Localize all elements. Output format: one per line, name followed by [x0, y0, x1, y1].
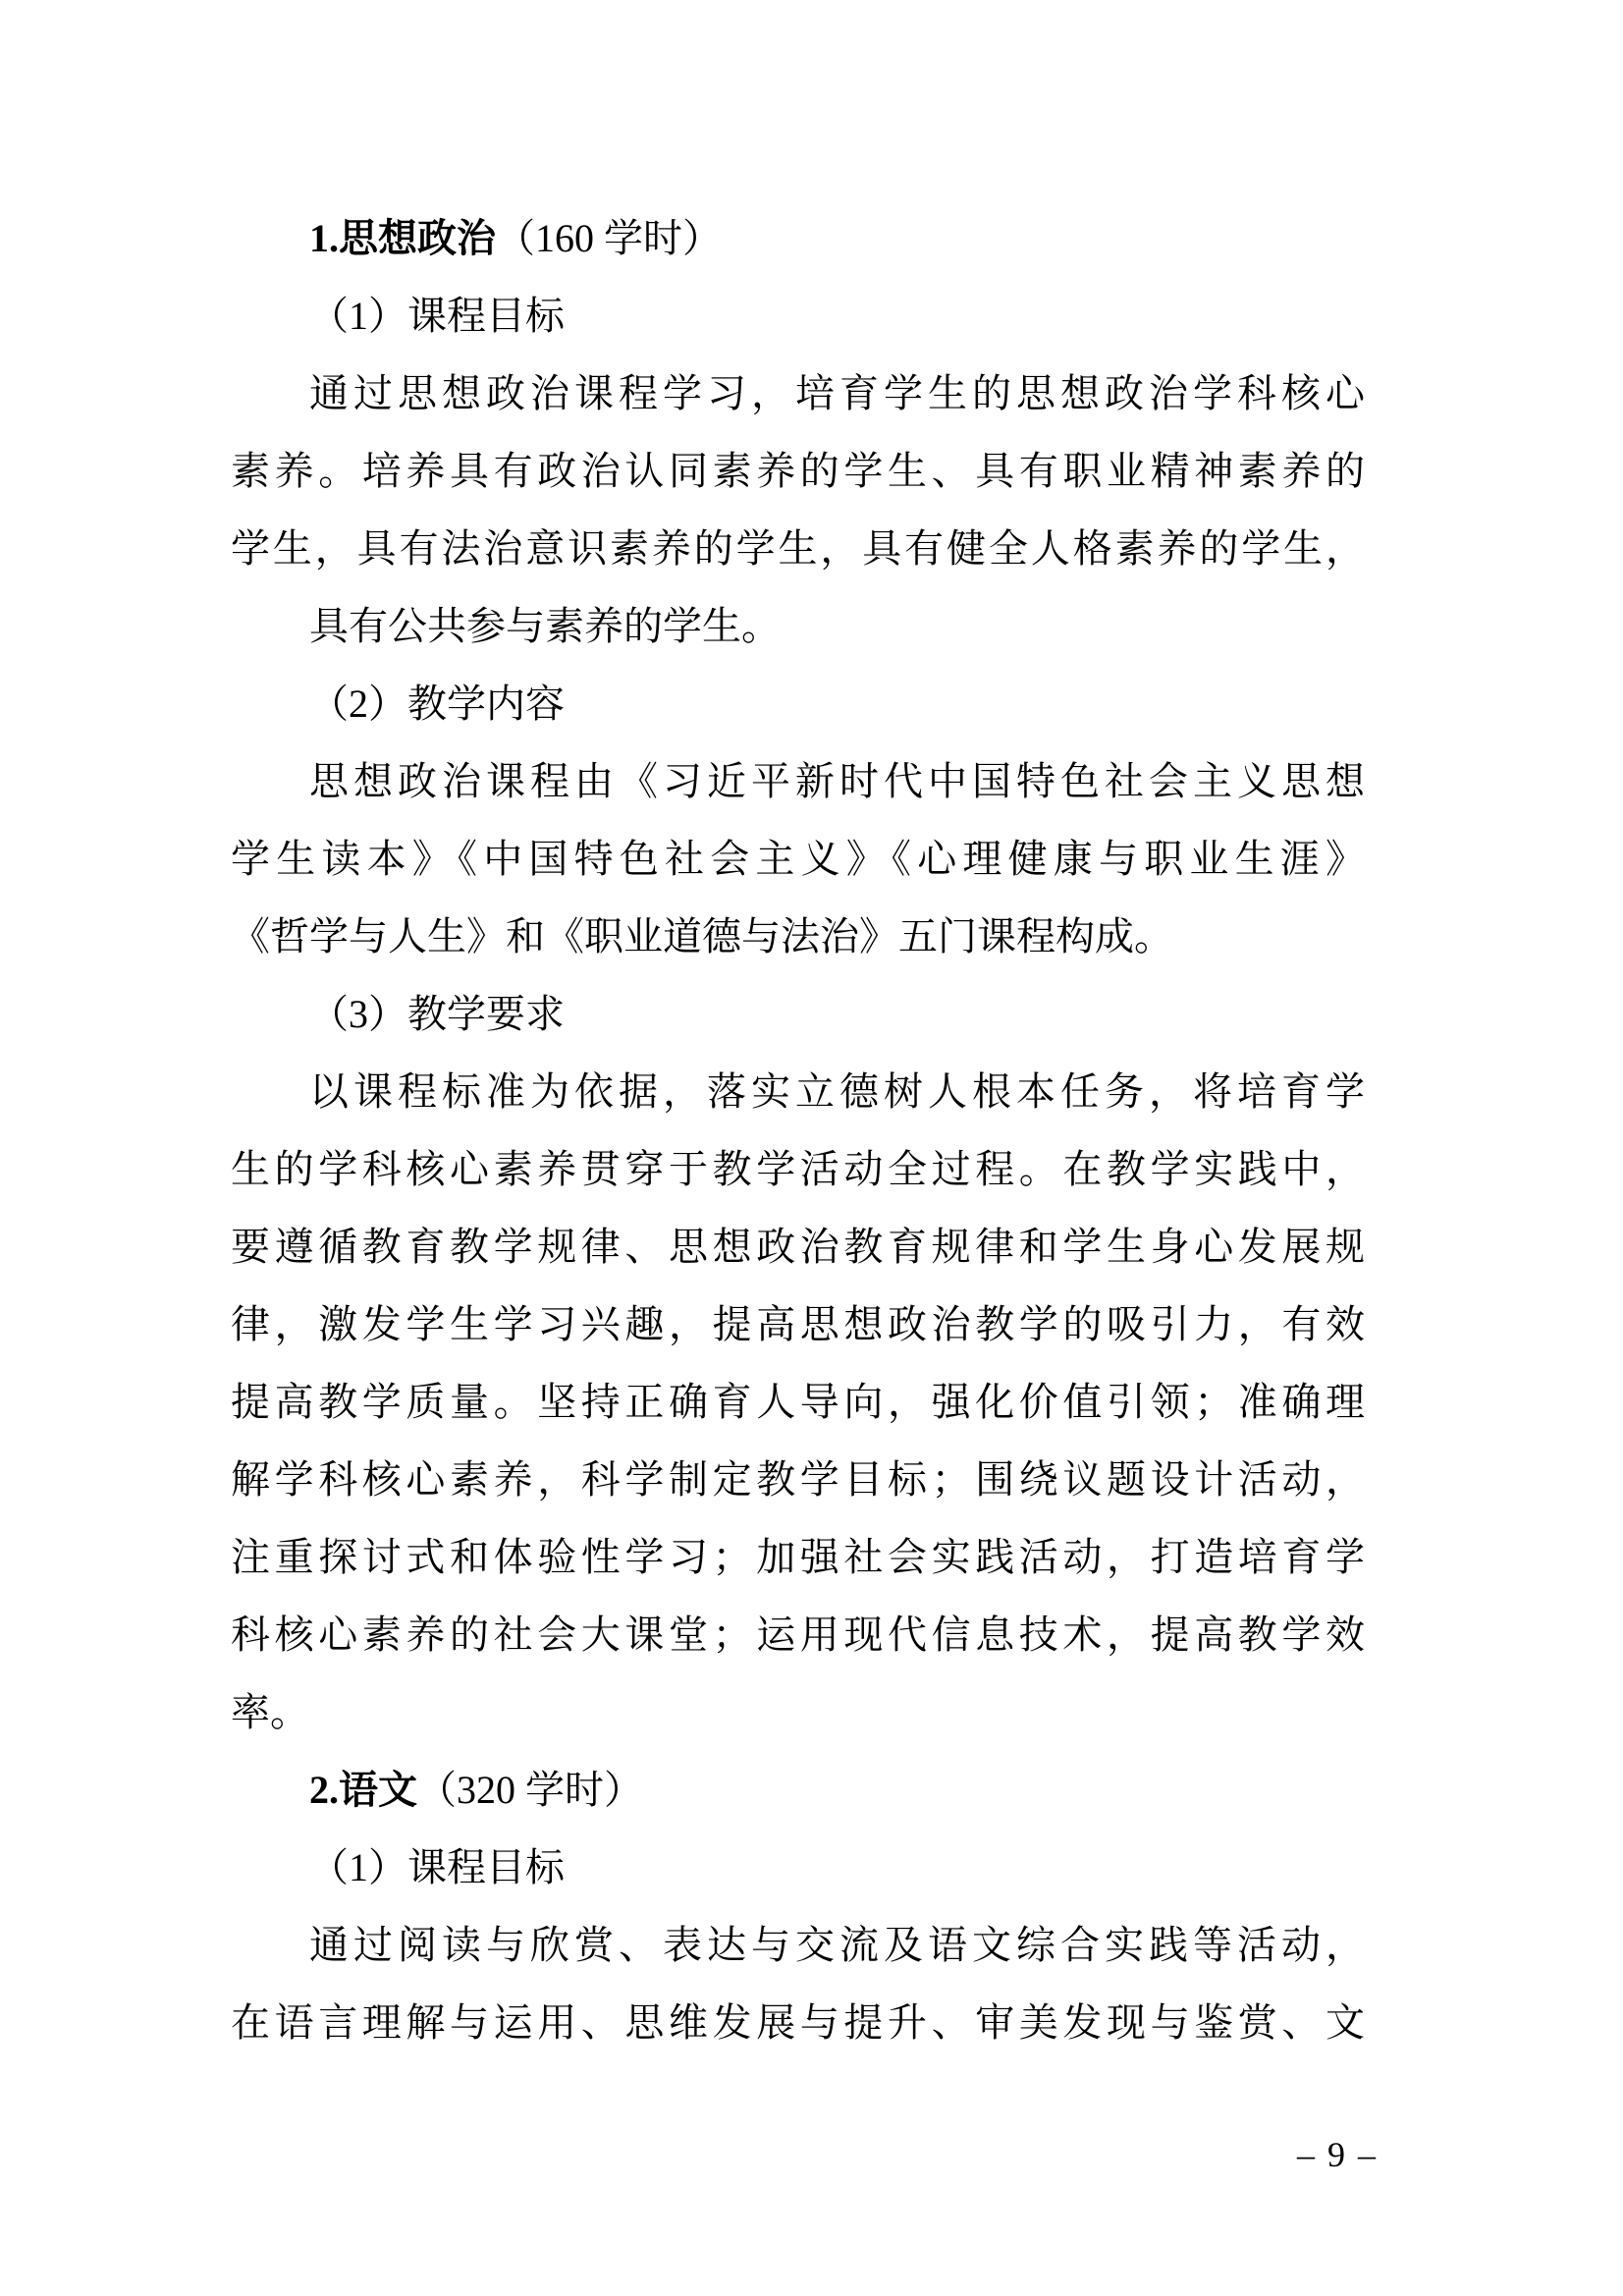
heading-hours: （320 学时） — [417, 1768, 643, 1812]
subheading-line: （3）教学要求 — [309, 992, 565, 1036]
text-line: 以课程标准为依据，落实立德树人根本任务，将培育学 — [309, 1069, 1365, 1114]
section-heading-2 — [231, 1751, 1365, 1829]
heading-hours: （160 学时） — [496, 216, 722, 260]
text-line: 素养。培养具有政治认同素养的学生、具有职业精神素养的 — [231, 449, 1365, 493]
section-heading-1 — [231, 199, 1365, 277]
text-line: 要遵循教育教学规律、思想政治教育规律和学生身心发展规 — [231, 1225, 1365, 1269]
text-line: 生的学科核心素养贯穿于教学活动全过程。在教学实践中， — [231, 1147, 1365, 1191]
text-line: 学生，具有法治意识素养的学生，具有健全人格素养的学生， — [231, 526, 1365, 571]
text-line: 解学科核心素养，科学制定教学目标；围绕议题设计活动， — [231, 1457, 1365, 1502]
subheading-line: （2）教学内容 — [309, 682, 565, 726]
text-line: 在语言理解与运用、思维发展与提升、审美发现与鉴赏、文 — [231, 2000, 1365, 2045]
text-line: 提高教学质量。坚持正确育人导向，强化价值引领；准确理 — [231, 1380, 1365, 1424]
heading-number-title: 1.思想政治 — [309, 216, 496, 260]
subheading-line: （1）课程目标 — [309, 1845, 565, 1889]
text-line: 率。 — [231, 1690, 309, 1734]
text-line: 通过思想政治课程学习，培育学生的思想政治学科核心 — [309, 371, 1365, 415]
text-line: 科核心素养的社会大课堂；运用现代信息技术，提高教学效 — [231, 1613, 1365, 1657]
text-line: 思想政治课程由《习近平新时代中国特色社会主义思想 — [309, 759, 1365, 803]
text-line: 律，激发学生学习兴趣，提高思想政治教学的吸引力，有效 — [231, 1302, 1365, 1346]
page-number: – 9 – — [1297, 2135, 1378, 2174]
text-line: 具有公共参与素养的学生。 — [309, 604, 781, 648]
text-line: 《哲学与人生》和《职业道德与法治》五门课程构成。 — [231, 914, 1173, 958]
text-line: 学生读本》《中国特色社会主义》《心理健康与职业生涯》 — [231, 837, 1365, 881]
text-line: 注重探讨式和体验性学习；加强社会实践活动，打造培育学 — [231, 1535, 1365, 1579]
text-line: 通过阅读与欣赏、表达与交流及语文综合实践等活动， — [309, 1923, 1365, 1967]
subheading-line: （1）课程目标 — [309, 294, 565, 338]
document-body — [231, 199, 1365, 2061]
heading-number-title: 2.语文 — [309, 1768, 417, 1812]
